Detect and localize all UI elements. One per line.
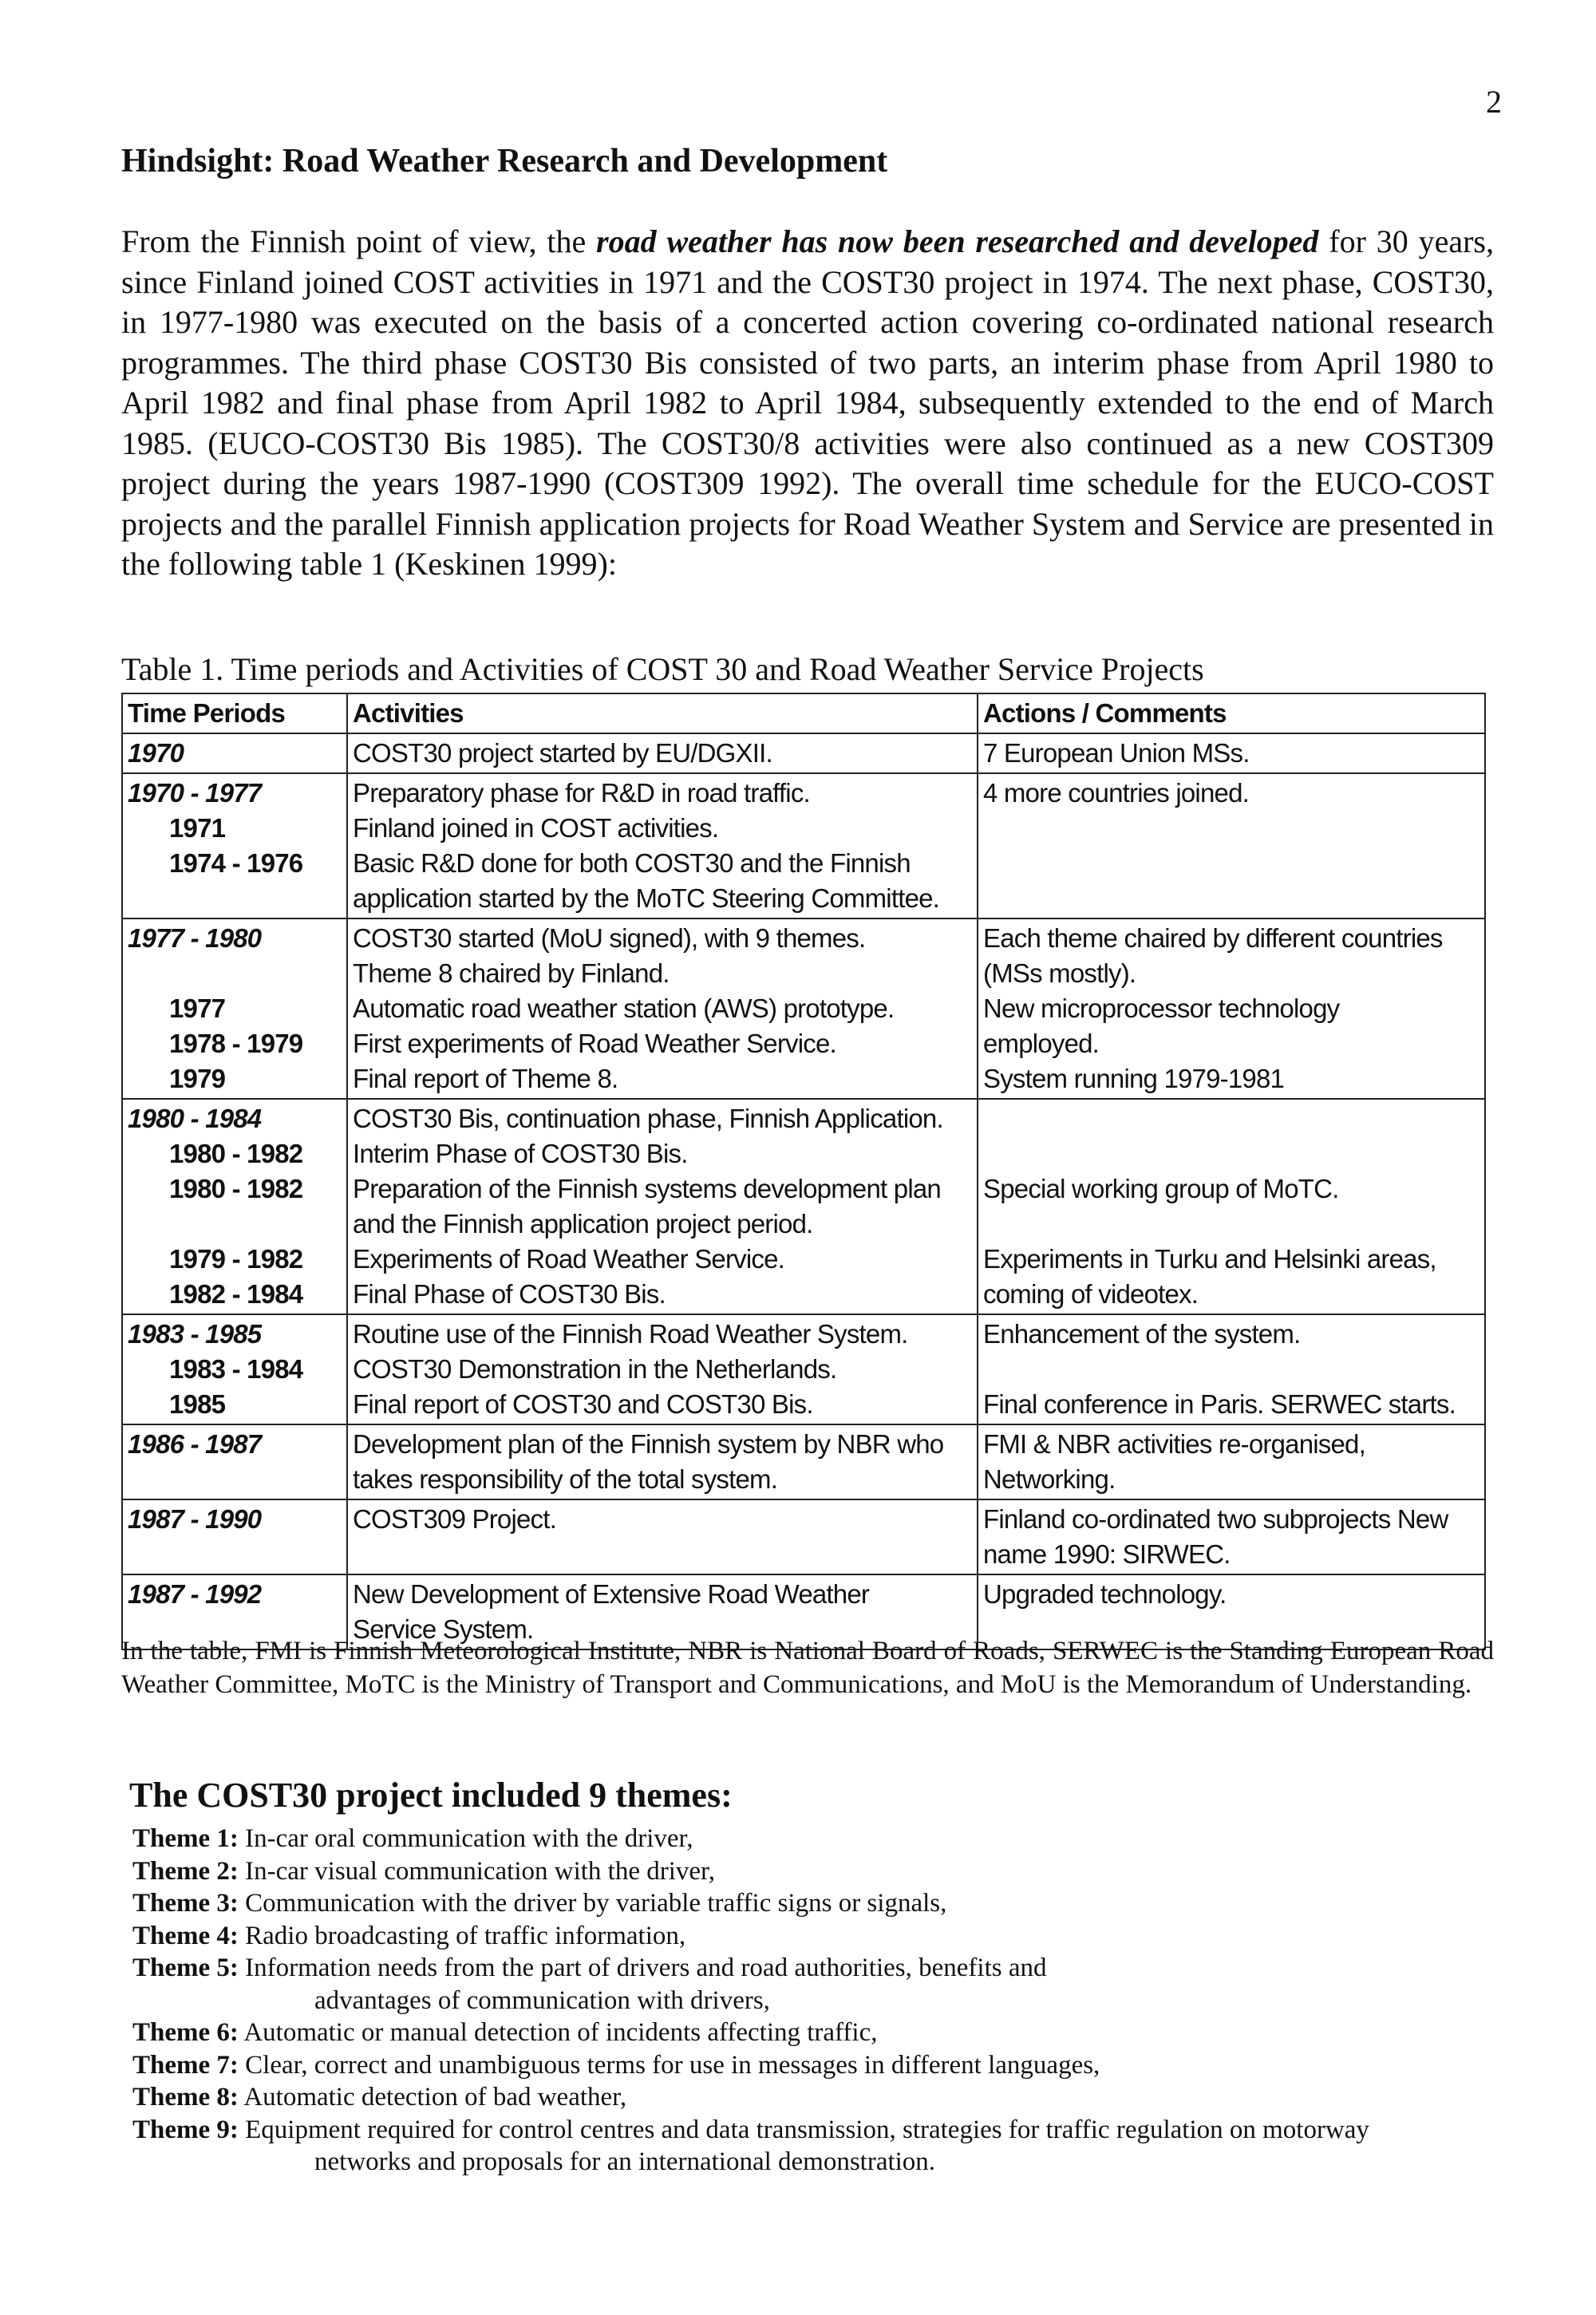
activity-line: First experiments of Road Weather Service.: [353, 1029, 836, 1058]
sub-period: [128, 881, 342, 916]
table-body: [122, 733, 1485, 1649]
sub-period: 1979 - 1982: [169, 1244, 303, 1274]
comments-cell: [978, 1314, 1485, 1424]
sub-period: 1985: [169, 1389, 226, 1419]
comment-line: employed.: [983, 1029, 1100, 1058]
comment-line: [983, 1101, 1479, 1136]
comment-line: Each theme chaired by different countries: [983, 923, 1443, 953]
page-number: 2: [1486, 84, 1502, 120]
comment-line: (MSs mostly).: [983, 958, 1136, 988]
comments-cell: [978, 918, 1485, 1099]
theme-item: [132, 1855, 1505, 1888]
themes-list: [132, 1823, 1505, 2179]
comment-line: Enhancement of the system.: [983, 1319, 1301, 1349]
table-row: [122, 733, 1485, 773]
theme-text: Information needs from the part of drivers and road authorities, benefits and: [245, 1954, 1047, 1982]
theme-text: Automatic or manual detection of incidents affecting traffic,: [243, 2018, 878, 2047]
comment-line: FMI & NBR activities re-organised,: [983, 1429, 1365, 1459]
activity-line: Interim Phase of COST30 Bis.: [353, 1139, 688, 1168]
table-row: [122, 1099, 1485, 1314]
period-cell: [122, 1424, 347, 1499]
main-period: 1983 - 1985: [128, 1319, 262, 1349]
activity-line: COST309 Project.: [353, 1504, 556, 1534]
activity-line: Preparatory phase for R&D in road traffic.: [353, 778, 810, 808]
sub-period: 1982 - 1984: [169, 1279, 303, 1309]
comments-cell: [978, 1499, 1485, 1574]
activity-line: Final Phase of COST30 Bis.: [353, 1279, 666, 1309]
sub-period: 1978 - 1979: [169, 1029, 303, 1058]
time-periods-table: [121, 693, 1486, 1650]
theme-label: Theme 6:: [132, 2018, 239, 2047]
comment-line: Upgraded technology.: [983, 1579, 1227, 1609]
comment-line: [983, 1207, 1479, 1242]
comment-line: name 1990: SIRWEC.: [983, 1539, 1231, 1569]
theme-text-continued: advantages of communication with drivers,: [314, 1985, 770, 2015]
activities-cell: [347, 773, 978, 918]
comment-line: 4 more countries joined.: [983, 778, 1249, 808]
comments-cell: [978, 1099, 1485, 1314]
theme-item: [132, 1823, 1505, 1855]
activities-cell: [347, 1424, 978, 1499]
activity-line: Finland joined in COST activities.: [353, 813, 719, 843]
period-cell: [122, 1499, 347, 1574]
table-row: [122, 773, 1485, 918]
theme-text: Radio broadcasting of traffic information,: [245, 1921, 686, 1950]
comment-line: coming of videotex.: [983, 1279, 1199, 1309]
activity-line: and the Finnish application project period.: [353, 1209, 813, 1238]
theme-text: Automatic detection of bad weather,: [243, 2083, 627, 2112]
main-period: 1970: [128, 738, 184, 768]
theme-label: Theme 3:: [132, 1889, 239, 1918]
theme-item: [132, 1887, 1505, 1920]
theme-text: Clear, correct and unambiguous terms for use in messages in different languages,: [245, 2050, 1100, 2080]
theme-label: Theme 7:: [132, 2050, 239, 2080]
theme-text: In-car visual communication with the driver,: [245, 1856, 715, 1886]
period-cell: [122, 773, 347, 918]
theme-item: [132, 2081, 1505, 2114]
activities-cell: [347, 918, 978, 1099]
table-row: [122, 918, 1485, 1099]
theme-item: [132, 1952, 1505, 2017]
comments-cell: [978, 773, 1485, 918]
period-cell: [122, 1314, 347, 1424]
comment-line: Special working group of MoTC.: [983, 1174, 1339, 1203]
theme-item: [132, 2017, 1505, 2049]
theme-label: Theme 4:: [132, 1921, 239, 1950]
comments-cell: [978, 733, 1485, 773]
table-header-row: [122, 693, 1485, 733]
activities-cell: [347, 1099, 978, 1314]
period-cell: [122, 918, 347, 1099]
activities-cell: [347, 1499, 978, 1574]
theme-label: Theme 8:: [132, 2083, 239, 2112]
activity-line: application started by the MoTC Steering Committee.: [353, 883, 940, 913]
theme-text: In-car oral communication with the driver,: [245, 1824, 693, 1853]
comment-line: New microprocessor technology: [983, 994, 1340, 1023]
theme-item: [132, 2049, 1505, 2082]
comment-line: Experiments in Turku and Helsinki areas,: [983, 1244, 1436, 1274]
activity-line: Basic R&D done for both COST30 and the Finnish: [353, 848, 911, 878]
table-note: In the table, FMI is Finnish Meteorological Institute, NBR is National Board of Roads, SERWEC is the Standing European Road Weather Committee, MoTC is the Ministry of Transport and Communications, and MoU is the Memorandum of Understanding.: [121, 1637, 1494, 1699]
theme-label: Theme 1:: [132, 1824, 239, 1853]
main-period: 1987 - 1990: [128, 1504, 262, 1534]
sub-period: 1983 - 1984: [169, 1354, 303, 1384]
table-caption: Table 1. Time periods and Activities of COST 30 and Road Weather Service Projects: [121, 651, 1204, 687]
activity-line: COST30 Bis, continuation phase, Finnish Application.: [353, 1104, 943, 1133]
activity-line: New Development of Extensive Road Weather: [353, 1579, 870, 1609]
intro-text-end: for 30 years, since Finland joined COST activities in 1971 and the COST30 project in 1974. The next phase, COST30, in 1977-1980 was executed on the basis of a concerted action covering co-ordinated national research programmes. The third phase COST30 Bis consisted of two parts, an interim phase from April 1980 to April 1982 and final phase from April 1982 to April 1984, subsequently extended to the end of March 1985. (EUCO-COST30 Bis 1985). The COST30/8 activities were also continued as a new COST309 project during the years 1987-1990 (COST309 1992). The overall time schedule for the EUCO-COST projects and the parallel Finnish application projects for Road Weather System and Service are presented in the following table 1 (Keskinen 1999):: [121, 223, 1494, 582]
themes-heading: The COST30 project included 9 themes:: [129, 1776, 733, 1815]
intro-text-start: From the Finnish point of view, the: [121, 223, 597, 259]
activity-line: Automatic road weather station (AWS) prototype.: [353, 994, 895, 1023]
activity-line: COST30 Demonstration in the Netherlands.: [353, 1354, 837, 1384]
main-period: 1977 - 1980: [128, 923, 262, 953]
theme-text-continued: networks and proposals for an international demonstration.: [314, 2147, 936, 2176]
comment-line: Finland co-ordinated two subprojects New: [983, 1504, 1448, 1534]
activity-line: Development plan of the Finnish system by NBR who: [353, 1429, 944, 1459]
sub-period: 1974 - 1976: [169, 848, 303, 878]
activities-cell: [347, 733, 978, 773]
activity-line: Experiments of Road Weather Service.: [353, 1244, 785, 1274]
activity-line: COST30 started (MoU signed), with 9 themes.: [353, 923, 866, 953]
main-period: 1980 - 1984: [128, 1104, 262, 1133]
activity-line: Service System.: [353, 1614, 534, 1644]
section-title: Hindsight: Road Weather Research and Development: [121, 143, 888, 180]
intro-paragraph: [121, 222, 1494, 585]
comments-cell: [978, 1424, 1485, 1499]
activity-line: COST30 project started by EU/DGXII.: [353, 738, 772, 768]
header-activities: Activities: [347, 693, 978, 733]
theme-label: Theme 9:: [132, 2115, 239, 2144]
comment-line: [983, 1352, 1479, 1387]
theme-text: Equipment required for control centres and data transmission, strategies for traffic regulation on motorway: [245, 2115, 1369, 2144]
table-row: [122, 1314, 1485, 1424]
activity-line: Preparation of the Finnish systems development plan: [353, 1174, 941, 1203]
sub-period: [128, 956, 342, 991]
intro-emphasis: road weather has now been researched and developed: [596, 223, 1319, 259]
main-period: 1987 - 1992: [128, 1579, 262, 1609]
activity-line: Routine use of the Finnish Road Weather System.: [353, 1319, 908, 1349]
period-cell: [122, 1099, 347, 1314]
period-cell: [122, 733, 347, 773]
comment-line: [983, 1136, 1479, 1171]
comment-line: Final conference in Paris. SERWEC starts.: [983, 1389, 1456, 1419]
theme-label: Theme 2:: [132, 1856, 239, 1886]
activity-line: Final report of COST30 and COST30 Bis.: [353, 1389, 813, 1419]
main-period: 1986 - 1987: [128, 1429, 262, 1459]
theme-item: [132, 2114, 1505, 2179]
theme-label: Theme 5:: [132, 1954, 239, 1982]
activity-line: takes responsibility of the total system.: [353, 1464, 778, 1494]
table-row: [122, 1424, 1485, 1499]
sub-period: 1979: [169, 1064, 226, 1093]
comment-line: 7 European Union MSs.: [983, 738, 1250, 768]
sub-period: 1977: [169, 994, 226, 1023]
header-time-periods: Time Periods: [122, 693, 347, 733]
main-period: 1970 - 1977: [128, 778, 262, 808]
theme-text: Communication with the driver by variable traffic signs or signals,: [245, 1889, 947, 1918]
sub-period: 1980 - 1982: [169, 1174, 303, 1203]
comment-line: Networking.: [983, 1464, 1116, 1494]
theme-item: [132, 1920, 1505, 1953]
activity-line: Theme 8 chaired by Finland.: [353, 958, 670, 988]
sub-period: 1971: [169, 813, 226, 843]
sub-period: 1980 - 1982: [169, 1139, 303, 1168]
sub-period: [128, 1207, 342, 1242]
header-comments: Actions / Comments: [978, 693, 1485, 733]
activities-cell: [347, 1314, 978, 1424]
comment-line: System running 1979-1981: [983, 1064, 1285, 1093]
table-row: [122, 1499, 1485, 1574]
activity-line: Final report of Theme 8.: [353, 1064, 618, 1093]
